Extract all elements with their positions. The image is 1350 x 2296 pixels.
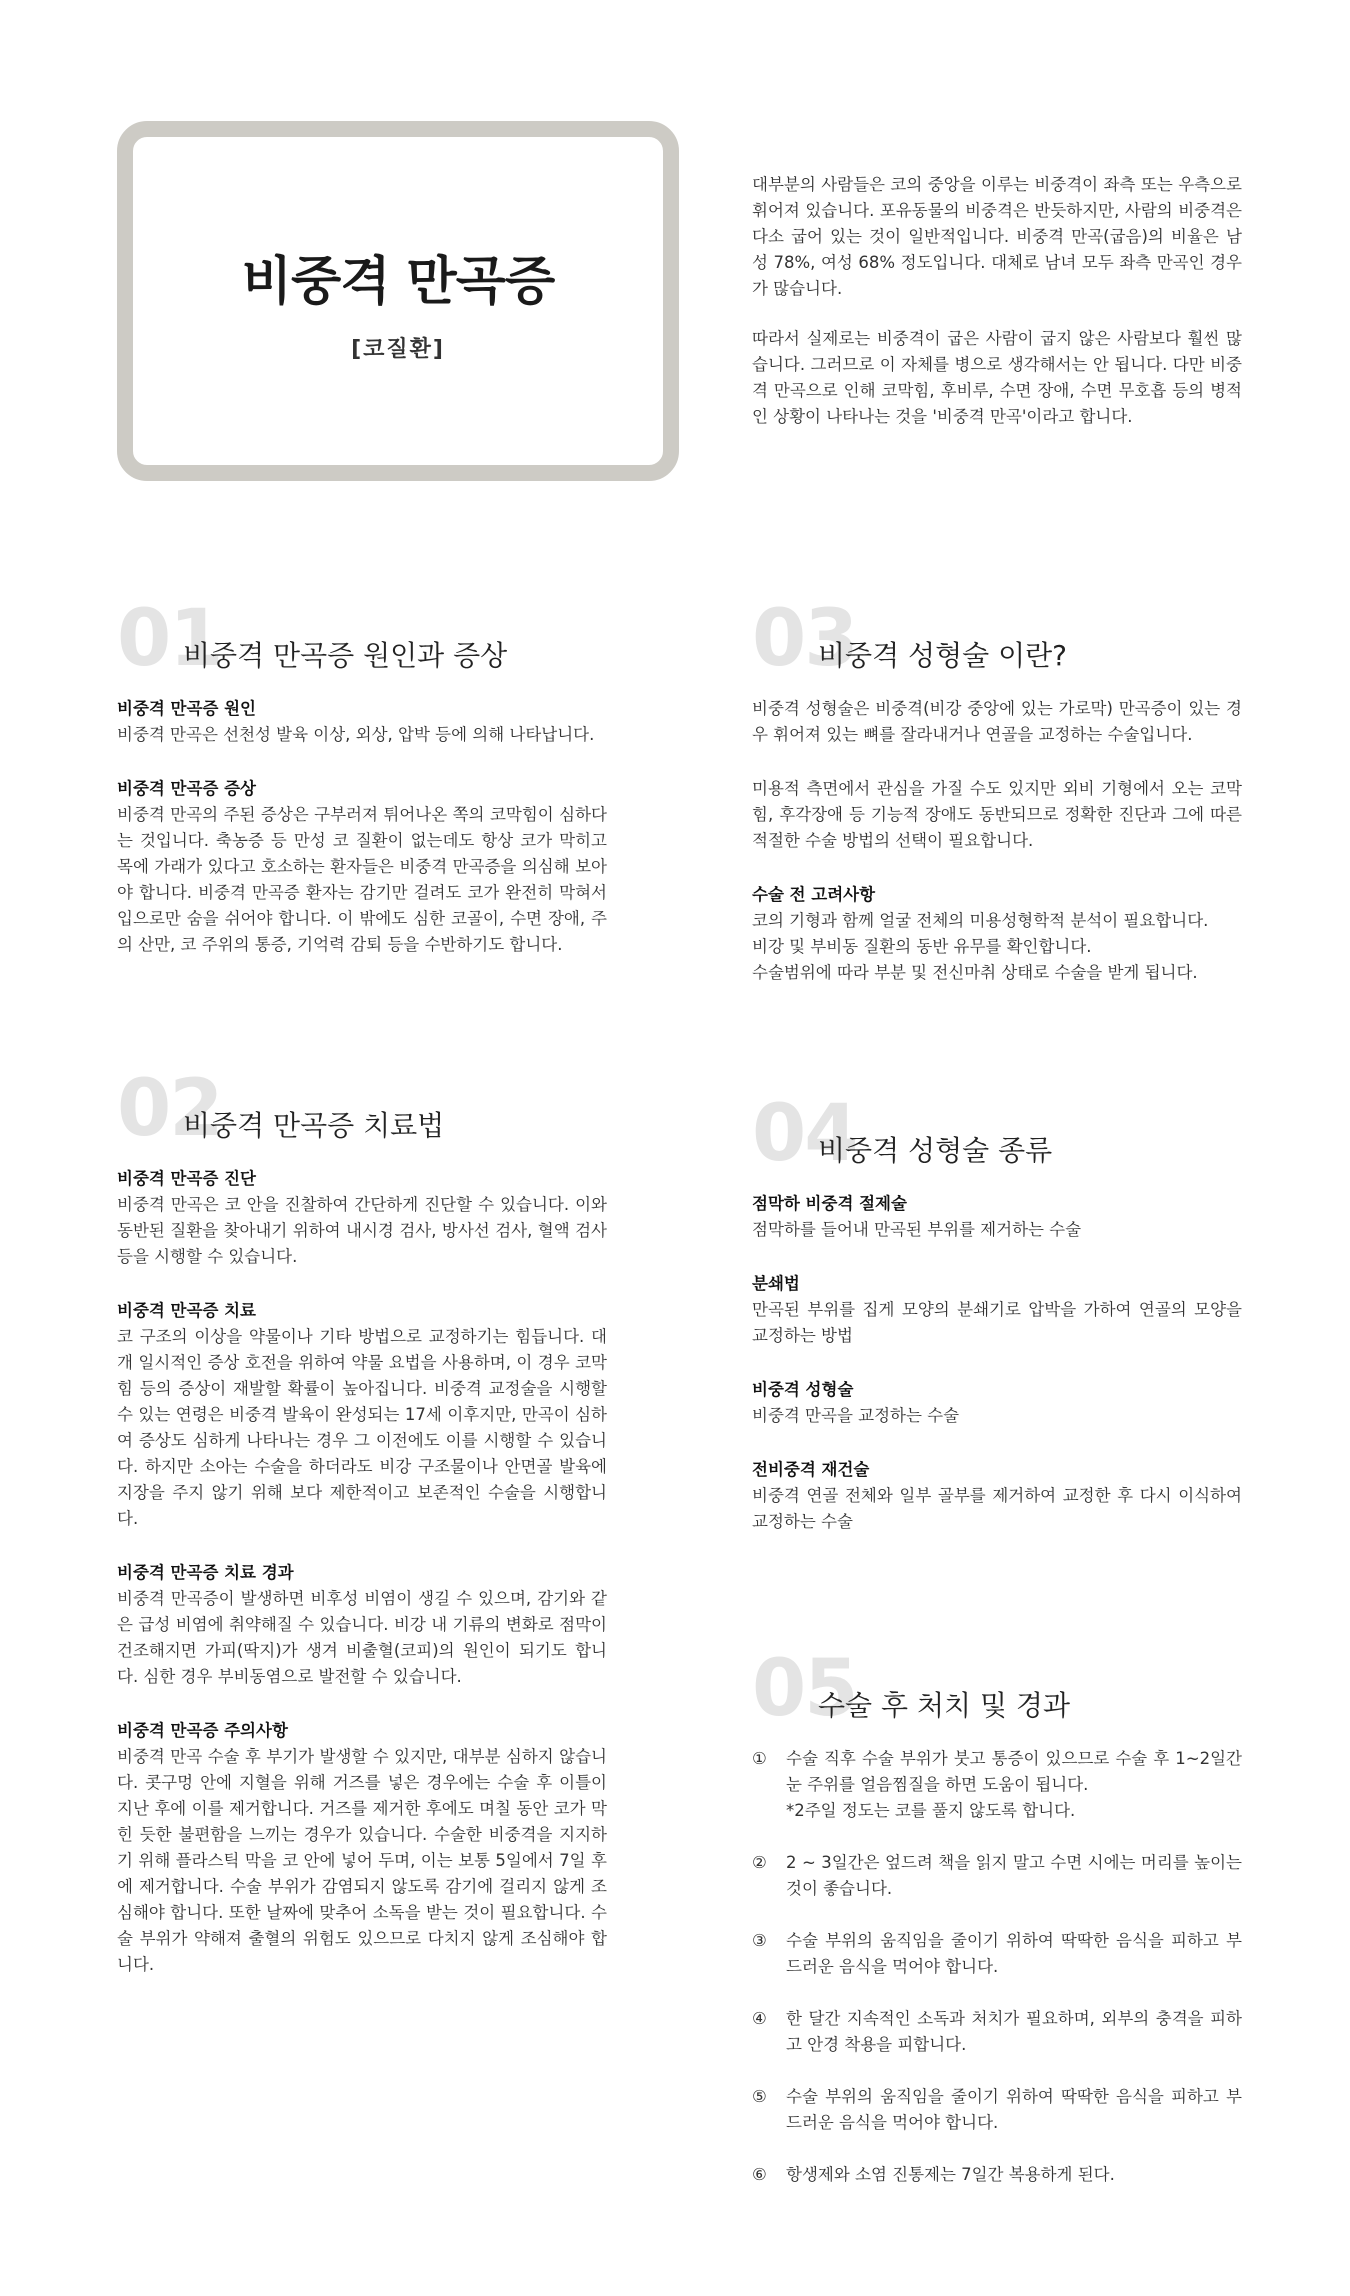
block-heading: 분쇄법 xyxy=(752,1274,800,1293)
list-marker: ③ xyxy=(752,1931,767,1950)
block-heading: 수술 전 고려사항 xyxy=(752,885,876,904)
list-item-text: 수술 부위의 움직임을 줄이기 위하여 딱딱한 음식을 피하고 부드러운 음식을 먹어야 합니다. xyxy=(786,2087,1242,2132)
title-card xyxy=(117,121,679,481)
content-block xyxy=(752,1271,1242,1349)
block-heading: 비중격 만곡증 주의사항 xyxy=(117,1721,288,1740)
content-block xyxy=(117,776,607,958)
list-item xyxy=(752,1746,1242,1824)
section-number: 01 xyxy=(117,594,222,684)
block-heading: 비중격 만곡증 원인 xyxy=(117,699,257,718)
list-item xyxy=(752,2162,1242,2188)
list-item-text: 2 ~ 3일간은 엎드려 책을 읽지 말고 수면 시에는 머리를 높이는 것이 좋습니다. xyxy=(786,1853,1242,1898)
content-block xyxy=(117,696,607,748)
section-number: 04 xyxy=(752,1089,857,1179)
section-04 xyxy=(752,1089,1242,1535)
list-item xyxy=(752,2006,1242,2058)
content-block xyxy=(117,1718,607,1978)
section-title: 비중격 성형술 이란? xyxy=(818,639,1068,672)
list-item-text: 한 달간 지속적인 소독과 처치가 필요하며, 외부의 충격을 피하고 안경 착용을 피합니다. xyxy=(786,2009,1242,2054)
content-block xyxy=(117,1298,607,1532)
block-heading: 비중격 성형술 xyxy=(752,1380,854,1399)
block-text: 비중격 만곡을 교정하는 수술 xyxy=(752,1406,960,1425)
block-text: 미용적 측면에서 관심을 가질 수도 있지만 외비 기형에서 오는 코막힘, 후각장애 등 기능적 장애도 동반되므로 정확한 진단과 그에 따른 적절한 수술 방법의 선택이 필요합니다. xyxy=(752,779,1242,850)
content-block xyxy=(117,1166,607,1270)
list-item-text: 수술 직후 수술 부위가 붓고 통증이 있으므로 수술 후 1~2일간 눈 주위를 얼음찜질을 하면 도움이 됩니다. *2주일 정도는 코를 풀지 않도록 합니다. xyxy=(786,1749,1242,1820)
block-text: 비중격 성형술은 비중격(비강 중앙에 있는 가로막) 만곡증이 있는 경우 휘어져 있는 뼈를 잘라내거나 연골을 교정하는 수술입니다. xyxy=(752,699,1242,744)
page-subtitle: [코질환] xyxy=(351,337,445,362)
content-block xyxy=(752,882,1242,986)
content-block xyxy=(752,1191,1242,1243)
block-text: 비중격 만곡의 주된 증상은 구부러져 튀어나온 쪽의 코막힘이 심하다는 것입니다. 축농증 등 만성 코 질환이 없는데도 항상 코가 막히고 목에 가래가 있다고 호소하는 환자들은 비중격 만곡증을 의심해 보아야 합니다. 비중격 만곡증 환자는 감기만 걸려도 코가 완전히 막혀서 입으로만 숨을 쉬어야 합니다. 이 밖에도 심한 코골이, 수면 장애, 주의 산만, 코 주위의 통증, 기억력 감퇴 등을 수반하기도 합니다. xyxy=(117,805,607,954)
block-text: 비중격 만곡은 선천성 발육 이상, 외상, 압박 등에 의해 나타납니다. xyxy=(117,725,595,744)
section-02 xyxy=(117,1064,607,1978)
block-heading: 비중격 만곡증 치료 경과 xyxy=(117,1563,294,1582)
section-title: 비중격 성형술 종류 xyxy=(818,1134,1053,1167)
section-01 xyxy=(117,594,607,958)
content-block xyxy=(752,776,1242,854)
list-item-text: 수술 부위의 움직임을 줄이기 위하여 딱딱한 음식을 피하고 부드러운 음식을 먹어야 합니다. xyxy=(786,1931,1242,1976)
section-title: 수술 후 처치 및 경과 xyxy=(818,1689,1070,1722)
block-text: 코의 기형과 함께 얼굴 전체의 미용성형학적 분석이 필요합니다. 비강 및 부비동 질환의 동반 유무를 확인합니다. 수술범위에 따라 부분 및 전신마취 상태로 수술을 받게 됩니다. xyxy=(752,911,1209,982)
intro-paragraph: 대부분의 사람들은 코의 중앙을 이루는 비중격이 좌측 또는 우측으로 휘어져 있습니다. 포유동물의 비중격은 반듯하지만, 사람의 비중격은 다소 굽어 있는 것이 일반적입니다. 비중격 만곡(굽음)의 비율은 남성 78%, 여성 68% 정도입니다. 대체로 남녀 모두 좌측 만곡인 경우가 많습니다. xyxy=(752,175,1242,298)
block-text: 비중격 만곡증이 발생하면 비후성 비염이 생길 수 있으며, 감기와 같은 급성 비염에 취약해질 수 있습니다. 비강 내 기류의 변화로 점막이 건조해지면 가피(딱지)가 생겨 비출혈(코피)의 원인이 되기도 합니다. 심한 경우 부비동염으로 발전할 수 있습니다. xyxy=(117,1589,607,1686)
block-heading: 비중격 만곡증 증상 xyxy=(117,779,257,798)
intro-text xyxy=(752,172,1242,454)
block-text: 점막하를 들어내 만곡된 부위를 제거하는 수술 xyxy=(752,1220,1082,1239)
list-item xyxy=(752,2084,1242,2136)
list-marker: ⑥ xyxy=(752,2165,767,2184)
intro-paragraph: 따라서 실제로는 비중격이 굽은 사람이 굽지 않은 사람보다 훨씬 많습니다. 그러므로 이 자체를 병으로 생각해서는 안 됩니다. 다만 비중격 만곡으로 인해 코막힘, 후비루, 수면 장애, 수면 무호흡 등의 병적인 상황이 나타나는 것을 '비중격 만곡'이라고 합니다. xyxy=(752,329,1242,426)
list-marker: ② xyxy=(752,1853,767,1872)
block-heading: 비중격 만곡증 치료 xyxy=(117,1301,257,1320)
list-marker: ⑤ xyxy=(752,2087,767,2106)
content-block xyxy=(752,1457,1242,1535)
list-item xyxy=(752,1850,1242,1902)
list-marker: ④ xyxy=(752,2009,767,2028)
section-number: 02 xyxy=(117,1064,222,1154)
block-text: 비중격 만곡은 코 안을 진찰하여 간단하게 진단할 수 있습니다. 이와 동반된 질환을 찾아내기 위하여 내시경 검사, 방사선 검사, 혈액 검사 등을 시행할 수 있습니다. xyxy=(117,1195,607,1266)
section-title: 비중격 만곡증 치료법 xyxy=(183,1109,445,1142)
list-marker: ① xyxy=(752,1749,767,1768)
list-item xyxy=(752,1928,1242,1980)
section-title: 비중격 만곡증 원인과 증상 xyxy=(183,639,508,672)
content-block xyxy=(752,696,1242,748)
block-heading: 점막하 비중격 절제술 xyxy=(752,1194,907,1213)
care-list xyxy=(752,1746,1242,2188)
block-heading: 전비중격 재건술 xyxy=(752,1460,870,1479)
content-block xyxy=(117,1560,607,1690)
page-title: 비중격 만곡증 xyxy=(241,252,555,312)
block-text: 비중격 연골 전체와 일부 골부를 제거하여 교정한 후 다시 이식하여 교정하는 수술 xyxy=(752,1486,1242,1531)
section-03 xyxy=(752,594,1242,986)
section-05 xyxy=(752,1644,1242,2214)
section-number: 03 xyxy=(752,594,857,684)
section-number: 05 xyxy=(752,1644,857,1734)
content-block xyxy=(752,1377,1242,1429)
block-text: 코 구조의 이상을 약물이나 기타 방법으로 교정하기는 힘듭니다. 대개 일시적인 증상 호전을 위하여 약물 요법을 사용하며, 이 경우 코막힘 등의 증상이 재발할 확률이 높아집니다. 비중격 교정술을 시행할 수 있는 연령은 비중격 발육이 완성되는 17세 이후지만, 만곡이 심하여 증상도 심하게 나타나는 경우 그 이전에도 이를 시행할 수 있습니다. 하지만 소아는 수술을 하더라도 비강 구조물이나 안면골 발육에 지장을 주지 않기 위해 보다 제한적이고 보존적인 수술을 시행합니다. xyxy=(117,1327,607,1528)
block-text: 비중격 만곡 수술 후 부기가 발생할 수 있지만, 대부분 심하지 않습니다. 콧구멍 안에 지혈을 위해 거즈를 넣은 경우에는 수술 후 이틀이 지난 후에 이를 제거합니다. 거즈를 제거한 후에도 며칠 동안 코가 막힌 듯한 불편함을 느끼는 경우가 있습니다. 수술한 비중격을 지지하기 위해 플라스틱 막을 코 안에 넣어 두며, 이는 보통 5일에서 7일 후에 제거합니다. 수술 부위가 감염되지 않도록 감기에 걸리지 않게 조심해야 합니다. 또한 날짜에 맞추어 소독을 받는 것이 필요합니다. 수술 부위가 약해져 출혈의 위험도 있으므로 다치지 않게 조심해야 합니다. xyxy=(117,1747,607,1974)
list-item-text: 항생제와 소염 진통제는 7일간 복용하게 된다. xyxy=(786,2165,1115,2184)
block-heading: 비중격 만곡증 진단 xyxy=(117,1169,257,1188)
block-text: 만곡된 부위를 집게 모양의 분쇄기로 압박을 가하여 연골의 모양을 교정하는 방법 xyxy=(752,1300,1242,1345)
